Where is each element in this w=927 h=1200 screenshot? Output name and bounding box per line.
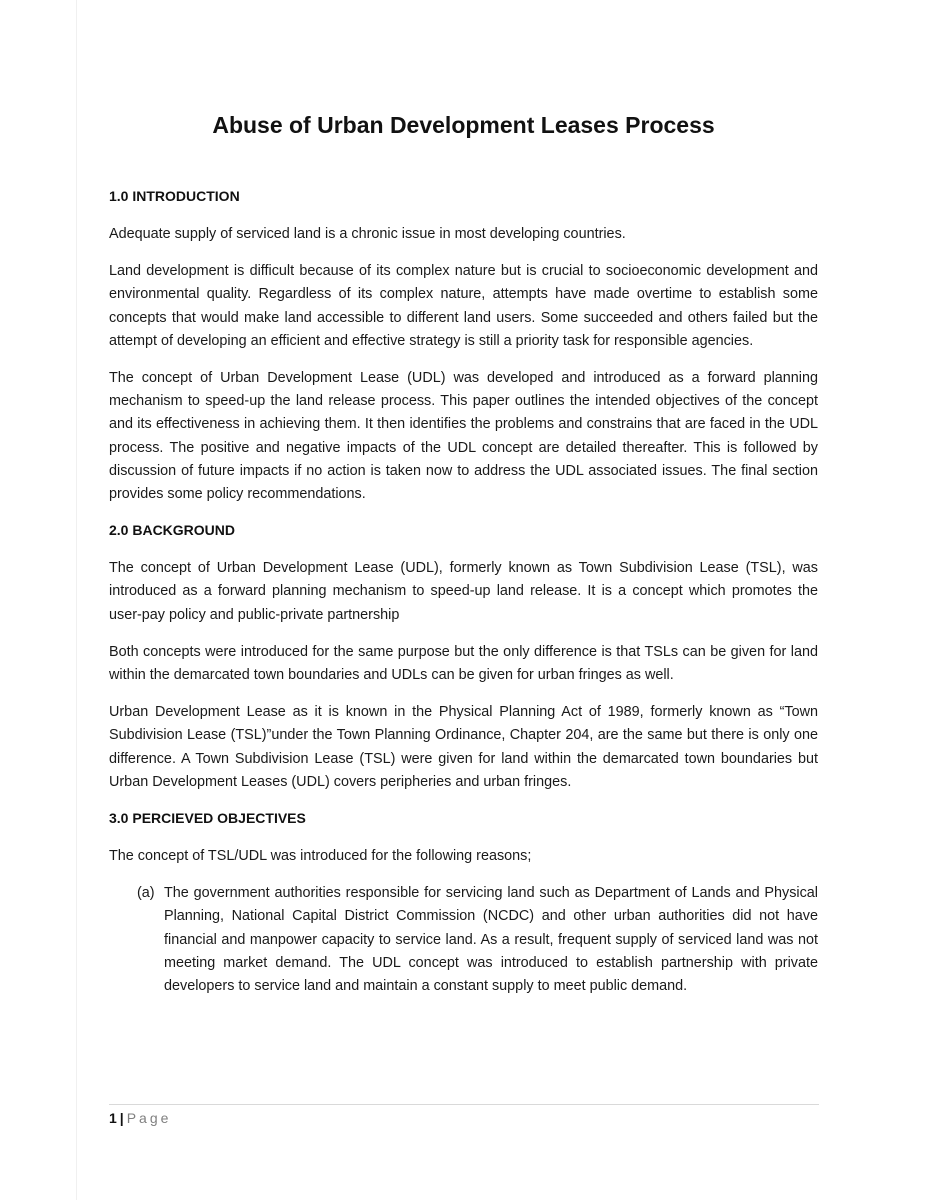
paragraph: The concept of Urban Development Lease (UDL), formerly known as Town Subdivision Lease (TSL), was introduced as a forward planning mechanism to speed-up land release. It is a concept which promotes the user-pay policy and public-private partnership	[109, 560, 818, 623]
paragraph: Adequate supply of serviced land is a chronic issue in most developing countries.	[109, 226, 626, 242]
page-footer	[109, 1104, 819, 1128]
list-item	[109, 882, 818, 998]
section-heading-objectives: 3.0 PERCIEVED OBJECTIVES	[109, 810, 306, 827]
paragraph: Urban Development Lease as it is known in the Physical Planning Act of 1989, formerly known as “Town Subdivision Lease (TSL)”under the Town Planning Ordinance, Chapter 204, are the same but there is only one difference. A Town Subdivision Lease (TSL) were given for land within the demarcated town boundaries but Urban Development Leases (UDL) covers peripheries and urban fringes.	[109, 704, 818, 790]
list-marker: (a)	[137, 885, 155, 902]
page-number: 1	[109, 1110, 117, 1126]
paragraph: Both concepts were introduced for the same purpose but the only difference is that TSLs can be given for land within the demarcated town boundaries and UDLs can be given for urban fringes as well.	[109, 643, 818, 684]
document-title: Abuse of Urban Development Leases Process	[212, 112, 715, 138]
document-body	[109, 186, 818, 998]
paragraph: The concept of TSL/UDL was introduced for the following reasons;	[109, 848, 532, 865]
paragraph: Land development is difficult because of its complex nature but is crucial to socioeconomic development and environmental quality. Regardless of its complex nature, attempts have made overtime to establish some concepts that would make land accessible to different land users. Some succeeded and others failed but the attempt of developing an efficient and effective strategy is still a priority task for responsible agencies.	[109, 263, 818, 349]
page-edge-divider	[76, 0, 77, 1200]
page-label: Page	[126, 1110, 172, 1126]
footer-separator: |	[119, 1110, 124, 1126]
list-item-text: The government authorities responsible for servicing land such as Department of Lands and Physical Planning, National Capital District Commission (NCDC) and other urban authorities did not have financial and manpower capacity to service land. As a result, frequent supply of serviced land was not meeting market demand. The UDL concept was introduced to establish partnership with private developers to service land and maintain a constant supply to meet public demand.	[164, 885, 818, 995]
section-heading-introduction: 1.0 INTRODUCTION	[109, 188, 240, 204]
section-heading-background: 2.0 BACKGROUND	[109, 522, 236, 539]
paragraph: The concept of Urban Development Lease (UDL) was developed and introduced as a forward planning mechanism to speed-up the land release process. This paper outlines the intended objectives of the concept and its effectiveness in achieving them. It then identifies the problems and constrains that are faced in the UDL process. The positive and negative impacts of the UDL concept are detailed thereafter. This is followed by discussion of future impacts if no action is taken now to address the UDL associated issues. The final section provides some policy recommendations.	[109, 370, 818, 503]
